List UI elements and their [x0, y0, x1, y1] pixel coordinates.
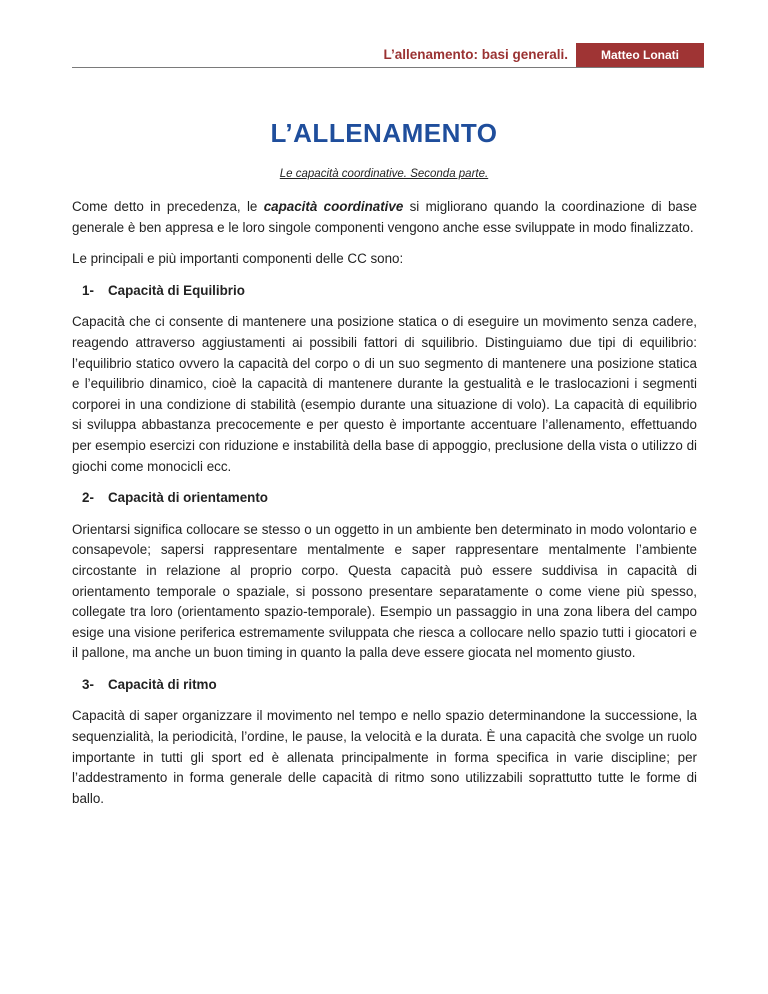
document-title: L’ALLENAMENTO: [270, 118, 498, 148]
section-text-orientamento: Orientarsi significa collocare se stesso o un oggetto in un ambiente ben determinato in modo volontario e consapevole; sapersi rappresentare mentalmente e saper rappresentare mentalmente l’ambiente circostante in relazione al proprio corpo. Questa capacità può essere suddivisa in capacità di orientamento temporale o spaziale, si possono presentare separatamente o come viene più spesso, collegate tra loro (orientamento spazio-temporale). Esempio un passaggio in una zona libera del campo esige una visione periferica estremamente sviluppata che riesca a collocare nello spazio tutti i giocatori e il pallone, ma anche un buon timing in quanto la palla deve essere giocata nel momento giusto.: [72, 521, 697, 661]
header-rule: [72, 67, 704, 68]
page-header: [72, 43, 704, 68]
section-heading-equilibrio: 1- Capacità di Equilibrio: [82, 282, 245, 298]
section-heading-ritmo: 3- Capacità di ritmo: [82, 676, 217, 692]
header-author: Matteo Lonati: [576, 43, 704, 68]
section-text-ritmo: Capacità di saper organizzare il movimento nel tempo e nello spazio determinandone la successione, la sequenzialità, la periodicità, l’ordine, le pause, la velocità e la durata. È una capacità che svolge un ruolo importante in tutti gli sport ed è allenata principalmente in forma specifica in varie discipline; per l’addestramento in forma generale delle capacità di ritmo sono utilizzabili soprattutto tutte le forme di ballo.: [72, 708, 697, 806]
intro-paragraph: Come detto in precedenza, le capacità coordinative si migliorano quando la coordinazione di base generale è ben appresa e le loro singole componenti vengono anche esse sviluppate in modo finalizzato.: [72, 199, 697, 235]
document-body: [72, 197, 697, 820]
keyword-capacita-coordinative: capacità coordinative: [263, 199, 404, 214]
document-subtitle: Le capacità coordinative. Seconda parte.: [279, 168, 489, 180]
components-intro: Le principali e più importanti componenti delle CC sono:: [72, 251, 404, 267]
section-text-equilibrio: Capacità che ci consente di mantenere una posizione statica o di eseguire un movimento senza cadere, reagendo attraverso aggiustamenti ai possibili fattori di squilibrio. Distinguiamo due tipi di equilibrio: l’equilibrio statico ovvero la capacità del corpo o di un suo segmento di mantenere una posizione statica e l’equilibrio dinamico, cioè la capacità di mantenere durante la gestualità e le traslocazioni i segmenti corporei in una condizione di stabilità (esempio durante una situazione di volo). La capacità di equilibrio si sviluppa abbastanza precocemente e per questo è importante accentuare l’allenamento, effettuando per esempio esercizi con riduzione e instabilità della base di appoggio, preclusione della vista o utilizzo di giochi come monocicli ecc.: [72, 314, 697, 474]
section-heading-orientamento: 2- Capacità di orientamento: [82, 490, 268, 506]
header-title: L’allenamento: basi generali.: [383, 47, 568, 62]
